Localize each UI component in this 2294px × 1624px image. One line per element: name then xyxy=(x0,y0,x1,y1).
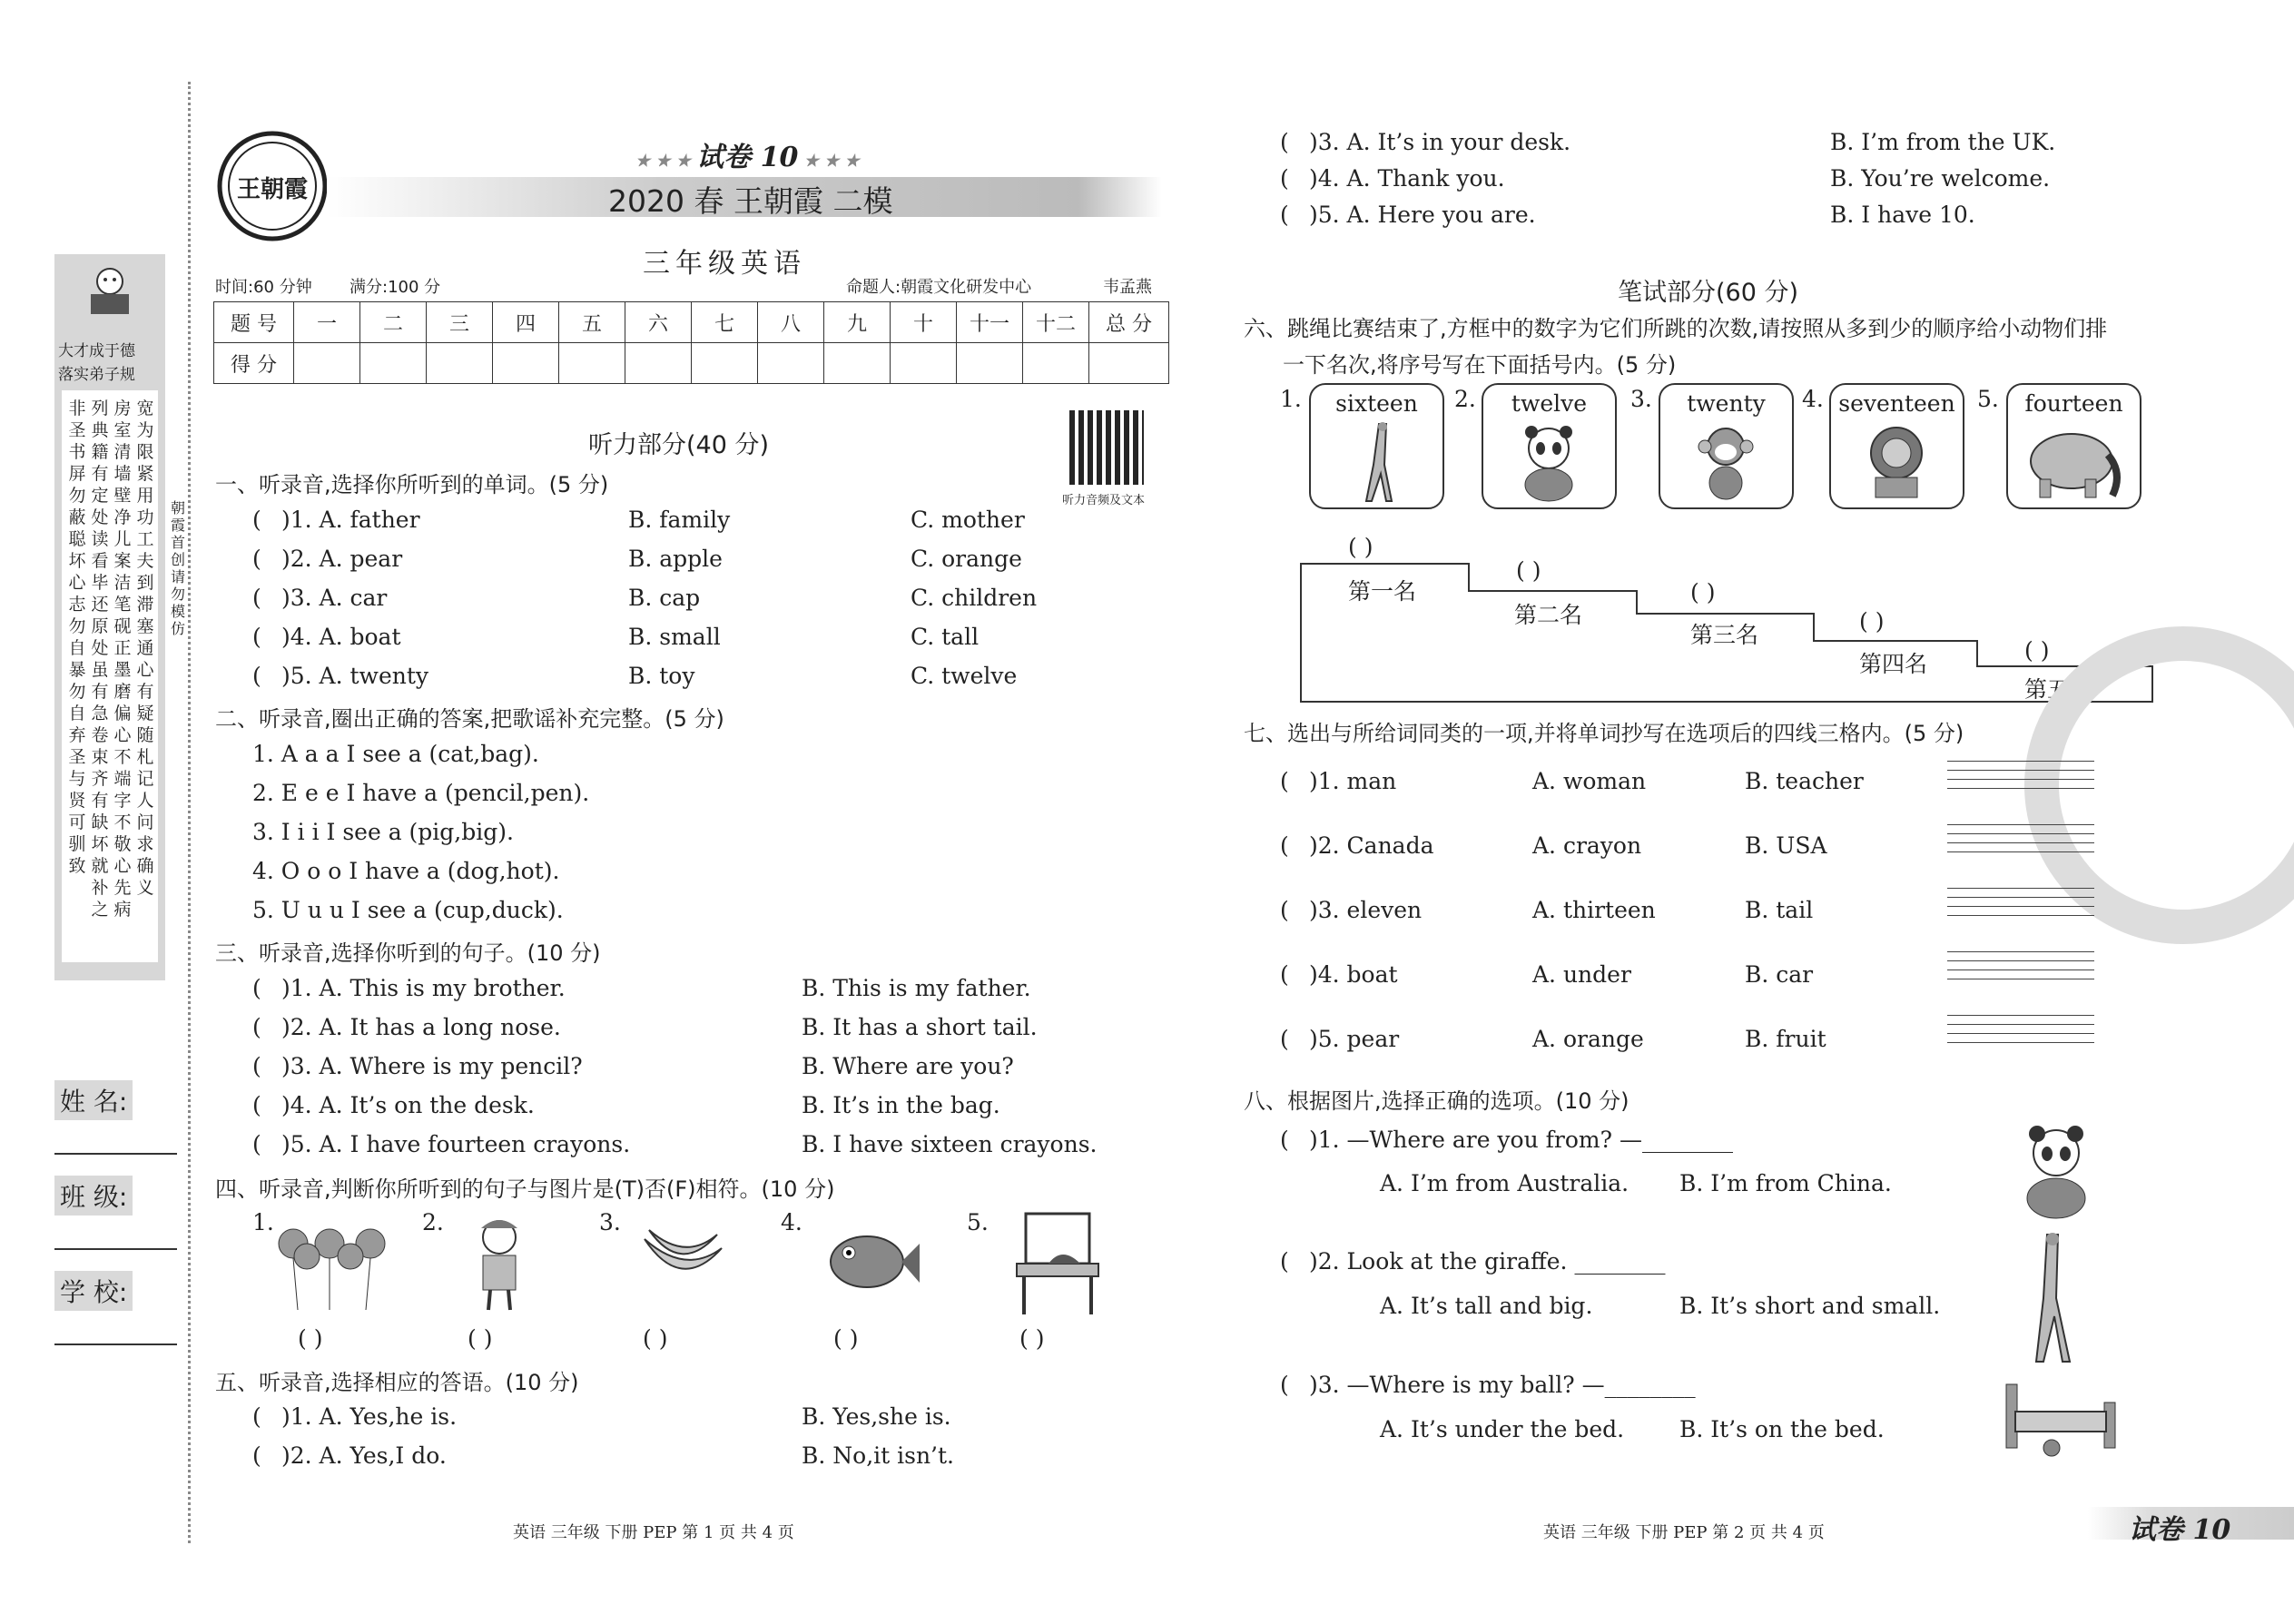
answer-paren: ( xyxy=(252,1014,261,1040)
school-label: 学 校: xyxy=(54,1271,133,1311)
score-input-cell[interactable] xyxy=(891,343,957,384)
s8-question-text: )1. —Where are you from? —________ xyxy=(1309,1127,1733,1153)
s8-option-b: B. It’s short and small. xyxy=(1679,1293,1941,1319)
rank-label: 第五名 xyxy=(2024,676,2093,703)
s1-row xyxy=(252,546,1022,572)
s8-question-text: )2. Look at the giraffe. ________ xyxy=(1309,1248,1666,1275)
section-8-heading: 八、根据图片,选择正确的选项。(10 分) xyxy=(1244,1088,1629,1114)
panda-icon xyxy=(2015,1121,2097,1221)
score-input-cell[interactable] xyxy=(360,343,427,384)
rank-label: 第三名 xyxy=(1690,622,1759,648)
answer-paren: ( xyxy=(1280,768,1289,794)
animal-box xyxy=(2006,383,2141,509)
rank-label: 第一名 xyxy=(1348,578,1417,605)
s3-option-b: B. Where are you? xyxy=(802,1053,1014,1079)
s1-question: )1. A. father xyxy=(281,507,420,533)
score-input-cell[interactable] xyxy=(758,343,824,384)
fish-icon xyxy=(822,1212,921,1312)
answer-paren: ( xyxy=(1280,1026,1289,1052)
answer-paren: ( xyxy=(252,1053,261,1079)
score-input-cell[interactable] xyxy=(692,343,758,384)
s7-option-a: A. orange xyxy=(1532,1026,1644,1052)
series-label: ★ ★ ★ 试卷 10 ★ ★ ★ xyxy=(635,142,860,173)
animal-box xyxy=(1309,383,1444,509)
s1-option-c: C. mother xyxy=(911,507,1025,533)
rank-blank[interactable]: ( ) xyxy=(1348,534,1373,560)
s7-option-a: A. under xyxy=(1532,961,1631,988)
s3-option-b: B. This is my father. xyxy=(802,975,1031,1001)
score-head-cell: 五 xyxy=(559,302,625,343)
answer-paren: ( xyxy=(252,663,261,689)
answer-paren: ( xyxy=(1280,832,1289,859)
s3-option-a: )3. A. Where is my pencil? xyxy=(281,1053,583,1079)
s1-option-b: B. family xyxy=(628,507,731,533)
s5-option-b: B. No,it isn’t. xyxy=(802,1442,954,1469)
class-label: 班 级: xyxy=(54,1176,133,1216)
s7-word: )4. boat xyxy=(1309,961,1398,988)
motto-columns xyxy=(62,390,158,962)
s3-option-a: )5. A. I have fourteen crayons. xyxy=(281,1131,631,1157)
animal-num: 2. xyxy=(1454,386,1476,412)
s5-row xyxy=(1280,165,2051,192)
s3-option-b: B. I have sixteen crayons. xyxy=(802,1131,1098,1157)
bananas-icon xyxy=(635,1221,726,1294)
exam-author: 命题人:朝霞文化研发中心 xyxy=(846,278,1032,297)
score-input-cell[interactable] xyxy=(294,343,360,384)
score-head-cell: 十 xyxy=(891,302,957,343)
score-head-cell: 二 xyxy=(360,302,427,343)
exam-time: 时间:60 分钟 xyxy=(215,278,312,297)
answer-paren: ( xyxy=(252,507,261,533)
s3-option-a: )1. A. This is my brother. xyxy=(281,975,566,1001)
score-head-cell: 一 xyxy=(294,302,360,343)
score-input-cell[interactable] xyxy=(1023,343,1089,384)
s7-option-a: A. thirteen xyxy=(1532,897,1656,923)
s7-option-b: B. tail xyxy=(1745,897,1814,923)
chair-with-cap-icon xyxy=(1008,1209,1108,1316)
answer-paren: ( xyxy=(252,1131,261,1157)
subject-title: 三年级英语 xyxy=(643,248,806,280)
s4-answer-blank[interactable]: ( ) xyxy=(468,1325,493,1352)
s7-option-a: A. woman xyxy=(1532,768,1647,794)
s1-option-b: B. apple xyxy=(628,546,723,572)
s3-row xyxy=(252,1014,1038,1040)
section-1-heading: 一、听录音,选择你所听到的单词。(5 分) xyxy=(215,472,609,497)
s5-option-a: )1. A. Yes,he is. xyxy=(281,1403,458,1430)
bed-icon xyxy=(1997,1380,2124,1457)
s5-row xyxy=(1280,202,1975,228)
s3-option-a: )4. A. It’s on the desk. xyxy=(281,1092,535,1118)
rank-label: 第四名 xyxy=(1859,651,1928,677)
score-input-cell[interactable] xyxy=(625,343,692,384)
s8-option-a: A. It’s tall and big. xyxy=(1380,1293,1593,1319)
s4-answer-blank[interactable]: ( ) xyxy=(1019,1325,1045,1352)
animal-box xyxy=(1829,383,1964,509)
s4-answer-blank[interactable]: ( ) xyxy=(643,1325,668,1352)
s1-option-b: B. cap xyxy=(628,585,701,611)
s7-option-b: B. fruit xyxy=(1745,1026,1826,1052)
s8-question: ( )2. Look at the giraffe. ________ xyxy=(1280,1248,1666,1275)
qr-caption: 听力音频及文本 xyxy=(1062,494,1146,507)
s1-option-b: B. toy xyxy=(628,663,695,689)
monkey-icon xyxy=(1692,421,1760,503)
score-label-cell: 得 分 xyxy=(214,343,294,384)
score-head-cell: 题 号 xyxy=(214,302,294,343)
s3-option-a: )2. A. It has a long nose. xyxy=(281,1014,561,1040)
score-head-cell: 三 xyxy=(427,302,493,343)
s8-question-text: )3. —Where is my ball? —________ xyxy=(1309,1372,1696,1398)
s7-option-a: A. crayon xyxy=(1532,832,1642,859)
s3-option-b: B. It’s in the bag. xyxy=(802,1092,1000,1118)
score-table xyxy=(213,301,1169,384)
s8-option-a: A. I’m from Australia. xyxy=(1380,1170,1629,1196)
s1-row xyxy=(252,507,1025,533)
motto-col-3: 房室清墙壁净儿案洁笔砚正墨磨偏心不端字不敬心先病 xyxy=(113,399,132,920)
s1-row xyxy=(252,585,1038,611)
score-input-cell[interactable] xyxy=(427,343,493,384)
footer-left: 英语 三年级 下册 PEP 第 1 页 共 4 页 xyxy=(513,1523,794,1542)
rank-blank[interactable]: ( ) xyxy=(2024,637,2050,664)
section-6-heading-line2: 一下名次,将序号写在下面括号内。(5 分) xyxy=(1283,352,1677,378)
logo xyxy=(213,127,331,245)
animal-box xyxy=(1659,383,1794,509)
chant-line: 3. I i i I see a (pig,big). xyxy=(252,819,514,845)
score-input-cell[interactable] xyxy=(957,343,1023,384)
s5-option-b: B. I have 10. xyxy=(1830,202,1975,228)
animal-number-word: fourteen xyxy=(2024,390,2123,417)
balloons-icon xyxy=(271,1224,402,1314)
panda-icon xyxy=(1515,421,1583,503)
s7-row xyxy=(1280,832,1827,859)
s5-option-b: B. Yes,she is. xyxy=(802,1403,951,1430)
motto-col-2: 列典籍有定处读看毕还原处虽有急卷束齐有缺坏就补之 xyxy=(91,399,109,920)
section-2-heading: 二、听录音,圈出正确的答案,把歌谣补充完整。(5 分) xyxy=(215,706,724,732)
s5-option-a: )3. A. It’s in your desk. xyxy=(1309,129,1571,155)
s1-question: )3. A. car xyxy=(281,585,388,611)
score-head-cell: 六 xyxy=(625,302,692,343)
score-head-cell: 八 xyxy=(758,302,824,343)
answer-paren: ( xyxy=(1280,897,1289,923)
answer-paren: ( xyxy=(252,1442,261,1469)
s5-row xyxy=(1280,129,2056,155)
motto-top-2: 落实弟子规 xyxy=(58,366,135,384)
qr-code-icon[interactable] xyxy=(1069,410,1144,485)
chant-line: 2. E e e I have a (pencil,pen). xyxy=(252,780,590,806)
motto-col-1: 非圣书屏勿蔽聪坏心志勿自暴勿自弃圣与贤可驯致 xyxy=(68,399,86,876)
s7-option-b: B. car xyxy=(1745,961,1814,988)
answer-paren: ( xyxy=(252,585,261,611)
s1-row xyxy=(252,624,980,650)
section-6-heading-line1: 六、跳绳比赛结束了,方框中的数字为它们所跳的次数,请按照从多到少的顺序给小动物们排 xyxy=(1244,316,2108,341)
s5-option-a: )4. A. Thank you. xyxy=(1309,165,1505,192)
animal-box xyxy=(1482,383,1617,509)
rank-blank[interactable]: ( ) xyxy=(1859,608,1885,635)
score-head-cell: 十二 xyxy=(1023,302,1089,343)
score-input-cell[interactable] xyxy=(559,343,625,384)
name-label: 姓 名: xyxy=(54,1080,133,1120)
boy-with-cap-icon xyxy=(463,1212,536,1312)
answer-paren: ( xyxy=(252,546,261,572)
s1-option-c: C. orange xyxy=(911,546,1022,572)
s5-row xyxy=(252,1442,954,1469)
chant-line: 5. U u u I see a (cup,duck). xyxy=(252,897,564,923)
animal-number-word: sixteen xyxy=(1335,390,1418,417)
s7-row xyxy=(1280,1026,1826,1052)
answer-paren: ( xyxy=(1280,202,1289,228)
animal-num: 5. xyxy=(1977,386,1999,412)
s7-word: )3. eleven xyxy=(1309,897,1423,923)
s3-row xyxy=(252,1131,1098,1157)
s3-row xyxy=(252,975,1031,1001)
binding-side-text: 朝霞首创 请勿模仿 xyxy=(171,499,186,637)
school-field[interactable] xyxy=(54,1343,177,1345)
writing-title: 笔试部分(60 分) xyxy=(1618,279,1799,307)
mascot-icon xyxy=(82,263,138,320)
section-3-heading: 三、听录音,选择你听到的句子。(10 分) xyxy=(215,940,601,966)
s5-option-a: )2. A. Yes,I do. xyxy=(281,1442,447,1469)
binding-dotted-line xyxy=(188,82,191,1543)
answer-paren: ( xyxy=(252,1092,261,1118)
motto-sidebar xyxy=(54,254,165,980)
s7-row xyxy=(1280,897,1814,923)
motto-col-4: 宽为限紧用功工夫到滞塞通心有疑随札记人问求确义 xyxy=(136,399,154,898)
s8-option-b: B. I’m from China. xyxy=(1679,1170,1892,1196)
s8-question: ( )1. —Where are you from? —________ xyxy=(1280,1127,1733,1153)
score-head-cell: 总 分 xyxy=(1089,302,1169,343)
s5-option-a: )5. A. Here you are. xyxy=(1309,202,1536,228)
score-head-cell: 七 xyxy=(692,302,758,343)
s1-option-c: C. children xyxy=(911,585,1038,611)
s5-option-b: B. I’m from the UK. xyxy=(1830,129,2056,155)
section-4-heading: 四、听录音,判断你所听到的句子与图片是(T)否(F)相符。(10 分) xyxy=(215,1176,835,1202)
s4-num: 1. xyxy=(252,1209,274,1235)
s7-option-b: B. USA xyxy=(1745,832,1827,859)
exam-author-name: 韦孟燕 xyxy=(1103,278,1152,297)
s1-option-c: C. twelve xyxy=(911,663,1018,689)
s8-option-b: B. It’s on the bed. xyxy=(1679,1416,1885,1442)
animal-num: 1. xyxy=(1280,386,1302,412)
answer-paren: ( xyxy=(252,975,261,1001)
elephant-icon xyxy=(2022,423,2126,500)
animal-number-word: seventeen xyxy=(1838,390,1955,417)
score-input-cell[interactable] xyxy=(493,343,559,384)
footer-tag-text: 试卷 10 xyxy=(2129,1514,2231,1546)
giraffe-icon xyxy=(1352,419,1402,506)
rank-label: 第二名 xyxy=(1514,602,1583,628)
s8-question: ( )3. —Where is my ball? —________ xyxy=(1280,1372,1696,1398)
logo-text: 王朝霞 xyxy=(236,176,308,203)
s1-option-c: C. tall xyxy=(911,624,980,650)
animal-num: 4. xyxy=(1802,386,1824,412)
s1-question: )5. A. twenty xyxy=(281,663,429,689)
s4-answer-blank[interactable]: ( ) xyxy=(298,1325,323,1352)
lion-icon xyxy=(1863,421,1931,503)
answer-paren: ( xyxy=(1280,129,1289,155)
score-input-cell[interactable] xyxy=(824,343,891,384)
s4-num: 5. xyxy=(967,1209,989,1235)
s3-row xyxy=(252,1053,1014,1079)
s7-option-b: B. teacher xyxy=(1745,768,1864,794)
s4-answer-blank[interactable]: ( ) xyxy=(833,1325,859,1352)
score-head-cell: 十一 xyxy=(957,302,1023,343)
series-text: 试卷 10 xyxy=(696,142,799,173)
class-field[interactable] xyxy=(54,1248,177,1250)
answer-paren: ( xyxy=(1280,165,1289,192)
s1-question: )2. A. pear xyxy=(281,546,403,572)
rank-blank[interactable]: ( ) xyxy=(1690,579,1716,605)
s7-row xyxy=(1280,961,1814,988)
exam-title: 2020 春 王朝霞 二模 xyxy=(608,183,893,219)
chant-line: 4. O o o I have a (dog,hot). xyxy=(252,858,560,884)
s5-option-b: B. You’re welcome. xyxy=(1830,165,2051,192)
s4-num: 4. xyxy=(781,1209,802,1235)
s7-word: )5. pear xyxy=(1309,1026,1400,1052)
score-value-row xyxy=(214,343,1169,384)
rank-blank[interactable]: ( ) xyxy=(1516,557,1541,584)
s8-option-a: A. It’s under the bed. xyxy=(1380,1416,1625,1442)
answer-paren: ( xyxy=(252,1403,261,1430)
chant-line: 1. A a a I see a (cat,bag). xyxy=(252,741,539,767)
s1-option-b: B. small xyxy=(628,624,721,650)
s5-row xyxy=(252,1403,951,1430)
s3-row xyxy=(252,1092,1000,1118)
exam-full-score: 满分:100 分 xyxy=(350,278,441,297)
score-header-row xyxy=(214,302,1169,343)
s7-word: )1. man xyxy=(1309,768,1397,794)
s7-row xyxy=(1280,768,1864,794)
score-head-cell: 九 xyxy=(824,302,891,343)
score-input-cell[interactable] xyxy=(1089,343,1169,384)
giraffe-icon xyxy=(2020,1230,2083,1366)
s3-option-b: B. It has a short tail. xyxy=(802,1014,1038,1040)
listening-title: 听力部分(40 分) xyxy=(588,431,770,459)
footer-right: 英语 三年级 下册 PEP 第 2 页 共 4 页 xyxy=(1543,1523,1825,1542)
s1-question: )4. A. boat xyxy=(281,624,401,650)
animal-number-word: twenty xyxy=(1687,390,1766,417)
answer-paren: ( xyxy=(1280,961,1289,988)
section-5-heading: 五、听录音,选择相应的答语。(10 分) xyxy=(215,1370,579,1395)
answer-paren: ( xyxy=(252,624,261,650)
name-field[interactable] xyxy=(54,1153,177,1155)
s4-num: 3. xyxy=(599,1209,621,1235)
animal-num: 3. xyxy=(1630,386,1652,412)
s4-num: 2. xyxy=(422,1209,444,1235)
score-head-cell: 四 xyxy=(493,302,559,343)
s1-row xyxy=(252,663,1018,689)
motto-top-1: 大才成于德 xyxy=(58,342,135,360)
s7-word: )2. Canada xyxy=(1309,832,1434,859)
section-7-heading: 七、选出与所给词同类的一项,并将单词抄写在选项后的四线三格内。(5 分) xyxy=(1244,721,1964,746)
animal-number-word: twelve xyxy=(1511,390,1588,417)
